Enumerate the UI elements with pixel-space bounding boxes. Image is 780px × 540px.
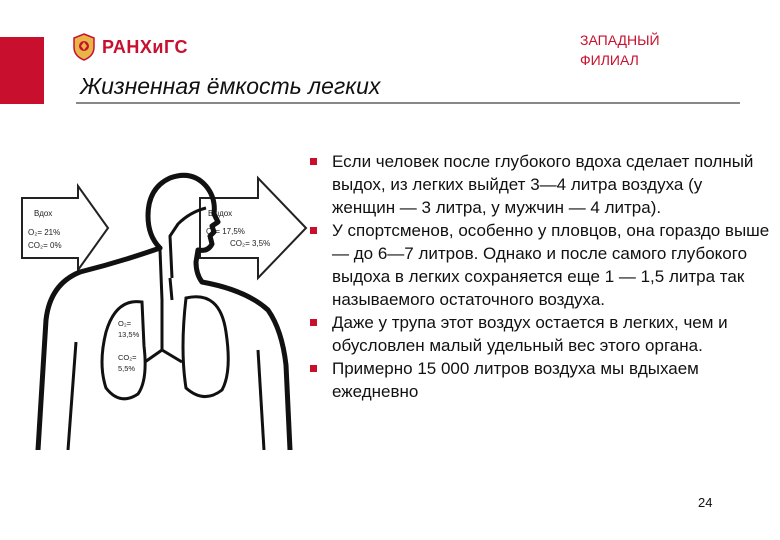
lung-co2-value: 5,5%: [118, 364, 136, 373]
bullet-square-icon: [310, 227, 317, 234]
bullet-square-icon: [310, 158, 317, 165]
arm-left: [68, 342, 76, 450]
inhale-co2: CO₂= 0%: [28, 241, 62, 250]
exhale-co2: CO₂= 3,5%: [230, 239, 271, 248]
bullet-item: [308, 150, 770, 219]
ranepa-logo: [72, 32, 188, 62]
arm-right: [258, 350, 264, 450]
bullet-text: Примерно 15 000 литров воздуха мы вдыхаем ежедневно: [332, 359, 699, 401]
inhale-title: Вдох: [34, 209, 53, 218]
bullet-text: Если человек после глубокого вдоха сделает полный выдох, из легких выйдет 3—4 литра воздуха (у женщин — 3 литра, у мужчин — 4 литра).: [332, 152, 754, 217]
lung-co2-label: CO₂=: [118, 353, 137, 362]
lung-o2-label: O₂=: [118, 319, 132, 328]
bronchi: [142, 350, 182, 364]
trachea: [160, 250, 162, 350]
bullet-text: У спортсменов, особенно у пловцов, она гораздо выше — до 6—7 литров. Однако и после самого глубокого выдоха в легких сохраняется еще 1 — 1,5 литра так называемого остаточного воздуха.: [332, 221, 770, 309]
title-divider: [76, 102, 740, 104]
exhale-o2: O₂= 17,5%: [206, 227, 245, 236]
page-number: 24: [698, 495, 713, 510]
bullet-list: [308, 150, 770, 403]
branch-line-2: ФИЛИАЛ: [580, 52, 639, 68]
logo-text: РАНХиГС: [102, 36, 188, 57]
bullet-square-icon: [310, 365, 317, 372]
right-lung: [183, 297, 228, 397]
emblem-icon: [72, 33, 96, 61]
bullet-item: [308, 311, 770, 357]
lung-o2-value: 13,5%: [118, 330, 140, 339]
bullet-item: [308, 357, 770, 403]
red-accent-block: [0, 37, 44, 104]
bullet-text: Даже у трупа этот воздух остается в легких, чем и обусловлен малый удельный вес этого органа.: [332, 313, 728, 355]
branch-label: [580, 30, 660, 70]
exhale-title: Выдох: [208, 209, 233, 218]
bullet-square-icon: [310, 319, 317, 326]
respiration-diagram: [20, 150, 310, 450]
inhale-o2: O₂= 21%: [28, 228, 61, 237]
bullet-item: [308, 219, 770, 311]
branch-line-1: ЗАПАДНЫЙ: [580, 32, 660, 48]
slide-title: Жизненная ёмкость легких: [80, 73, 381, 99]
left-lung: [102, 302, 145, 399]
